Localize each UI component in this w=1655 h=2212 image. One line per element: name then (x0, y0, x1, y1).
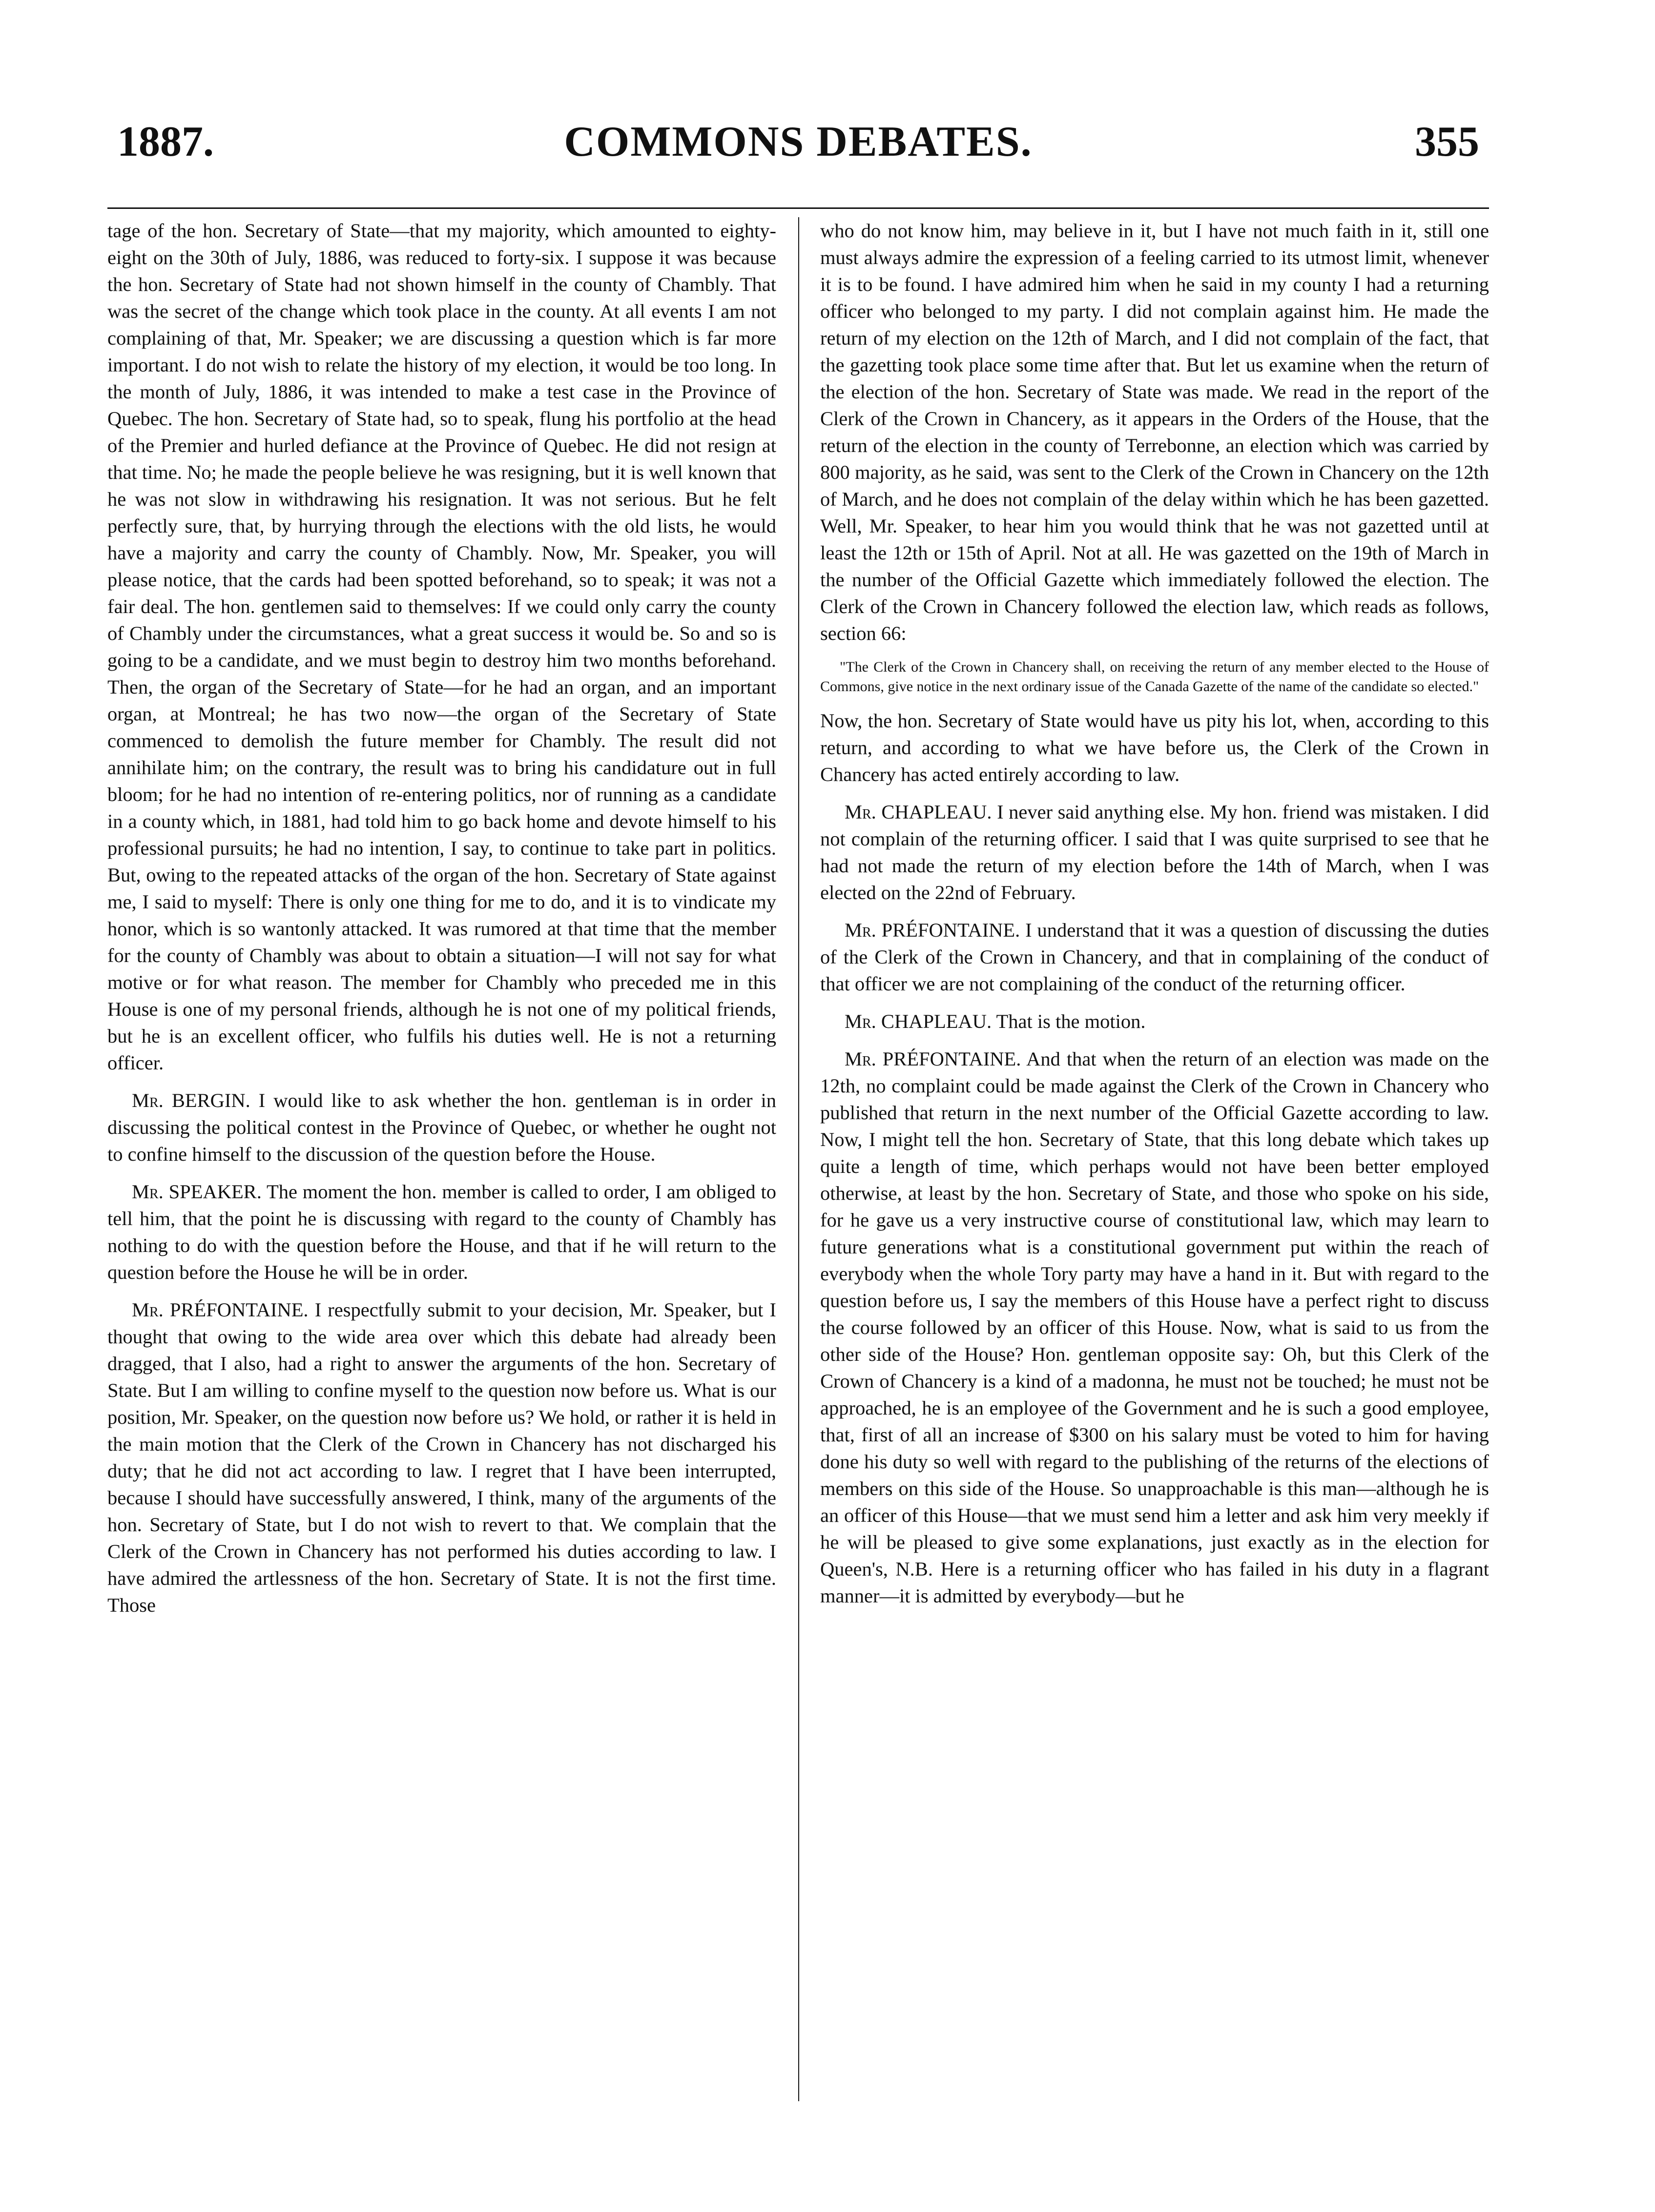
paragraph (107, 1087, 776, 1167)
paragraph (107, 1178, 776, 1286)
paragraph-text: And that when the return of an election was made on the 12th, no complaint could be made against the Clerk of the Crown in Chancery who published that return in the next number of the Official Gazette according to law. Now, I might tell the hon. Secretary of State, that this long debate which takes up quite a length of time, which perhaps would not have been better employed otherwise, at least by the hon. Secretary of State, and those who spoke on his side, for he gave us a very instructive course of constitutional law, which may learn to future generations what is a constitutional government put within the reach of everybody when the whole Tory party may have a hand in it. But with regard to the question before us, I say the members of this House have a perfect right to discuss the course followed by an officer of this House. Now, what is said to us from the other side of the House? Hon. gentleman opposite say: Oh, but this Clerk of the Crown of Chancery is a kind of a madonna, he must not be touched; he must not be approached, he is an employee of the Government and he is such a good employee, that, first of all an increase of $300 on his salary must be voted to him for having done his duty so well with regard to the publishing of the returns of the elections of members on this side of the House. So unapproachable is this man—although he is an officer of this House—that we must send him a letter and ask him very meekly if he will be pleased to give some explanations, just exactly as in the election for Queen's, N.B. Here is a returning officer who has failed in his duty in a flagrant manner—it is admitted by everybody—but he (820, 1048, 1489, 1607)
paragraph-text: I would like to ask whether the hon. gentleman is in order in discussing the political contest in the Province of Quebec, or whether he ought not to confine himself to the discussion of the question before the House. (107, 1089, 776, 1165)
page (107, 107, 1489, 2099)
right-column (820, 217, 1489, 2101)
column-divider (798, 217, 799, 2101)
paragraph (820, 799, 1489, 906)
header-title: COMMONS DEBATES. (564, 118, 1033, 165)
header-year: 1887. (117, 118, 214, 165)
paragraph-text: who do not know him, may believe in it, but I have not much faith in it, still one must always admire the expression of a feeling carried to its utmost limit, whenever it is to be found. I have admired him when he said in my county I had a returning officer who belonged to my party. I did not complain against him. He made the return of my election on the 12th of March, and I did not complain of the fact, that the gazetting took place some time after that. But let us examine when the return of the election of the hon. Secretary of State was made. We read in the report of the Clerk of the Crown in Chancery, as it appears in the Orders of the House, that the return of the election in the county of Terrebonne, an election which was carried by 800 majority, as he said, was sent to the Clerk of the Crown in Chancery on the 12th of March, and he does not complain of the delay within which he has been gazetted. Well, Mr. Speaker, to hear him you would think that he was not gazetted until at least the 12th or 15th of April. Not at all. He was gazetted on the 19th of March in the number of the Official Gazette which immediately followed the election. The Clerk of the Crown in Chancery followed the election law, which reads as follows, section 66: (820, 220, 1489, 644)
paragraph (820, 707, 1489, 788)
paragraph (107, 217, 776, 1076)
speaker-name: Mr. PRÉFONTAINE. (132, 1299, 309, 1321)
block-quote (820, 657, 1489, 696)
speaker-name: Mr. PRÉFONTAINE. (845, 919, 1020, 941)
paragraph-text: tage of the hon. Secretary of State—that my majority, which amounted to eighty-eight on the 30th of July, 1886, was reduced to forty-six. I suppose it was because the hon. Secretary of State had not shown himself in the county of Chambly. That was the secret of the change which took place in the county. At all events I am not complaining of that, Mr. Speaker; we are discussing a question which is far more important. I do not wish to relate the history of my election, it would be too long. In the month of July, 1886, it was intended to make a test case in the Province of Quebec. The hon. Secretary of State had, so to speak, flung his portfolio at the head of the Premier and hurled defiance at the Province of Quebec. He did not resign at that time. No; he made the people believe he was resigning, but it is well known that he was not slow in withdrawing his resignation. It was not serious. But he felt perfectly sure, that, by hurrying through the elections with the old lists, he would have a majority and carry the county of Chambly. Now, Mr. Speaker, you will please notice, that the cards had been spotted beforehand, so to speak; it was not a fair deal. The hon. gentlemen said to themselves: If we could only carry the county of Chambly under the circumstances, what a great success it would be. So and so is going to be a candidate, and we must begin to destroy him two months beforehand. Then, the organ of the Secretary of State—for he had an organ, and an important organ, at Montreal; he has two now—the organ of the Secretary of State commenced to demolish the future member for Chambly. The result did not annihilate him; on the contrary, the result was to bring his candidature out in full bloom; for he had no intention of re-entering politics, nor of running as a candidate in a county which, in 1881, had told him to go back home and devote himself to his professional pursuits; he had no intention, I say, to continue to take part in politics. But, owing to the repeated attacks of the organ of the hon. Secretary of State against me, I said to myself: There is only one thing for me to do, and it is to vindicate my honor, which is so wantonly attacked. It was rumored at that time that the member for the county of Chambly was about to obtain a situation—I will not say for what motive or for what reason. The member for Chambly who preceded me in this House is one of my personal friends, although he is not one of my political friends, but he is an excellent officer, who fulfils his duties well. He is not a returning officer. (107, 220, 776, 1074)
paragraph (820, 917, 1489, 997)
header-page-number: 355 (1415, 118, 1479, 165)
paragraph-text: That is the motion. (996, 1010, 1146, 1032)
paragraph-text: The moment the hon. member is called to order, I am obliged to tell him, that the point he is discussing with regard to the county of Chambly has nothing to do with the question before the House, and that if he will return to the question before the House he will be in order. (107, 1181, 776, 1283)
paragraph (107, 1296, 776, 1618)
speaker-name: Mr. SPEAKER. (132, 1181, 262, 1203)
paragraph (820, 217, 1489, 647)
paragraph (820, 1045, 1489, 1609)
quote-text: "The Clerk of the Crown in Chancery shall, on receiving the return of any member elected to the House of Commons, give notice in the next ordinary issue of the Canada Gazette of the name of the candidate so elected." (820, 659, 1489, 695)
left-column (107, 217, 776, 2101)
speaker-name: Mr. PRÉFONTAINE. (845, 1048, 1021, 1070)
header-rule (107, 207, 1489, 209)
page-header (107, 107, 1489, 181)
speaker-name: Mr. CHAPLEAU. (845, 1010, 992, 1032)
paragraph-text: I respectfully submit to your decision, Mr. Speaker, but I thought that owing to the wide area over which this debate had already been dragged, that I also, had a right to answer the arguments of the hon. Secretary of State. But I am willing to confine myself to the question now before us. What is our position, Mr. Speaker, on the question now before us? We hold, or rather it is held in the main motion that the Clerk of the Crown in Chancery has not discharged his duty; that he did not act according to law. I regret that I have been interrupted, because I should have successfully answered, I think, many of the arguments of the hon. Secretary of State, but I do not wish to revert to that. We complain that the Clerk of the Crown in Chancery has not performed his duties according to law. I have admired the artlessness of the hon. Secretary of State. It is not the first time. Those (107, 1299, 776, 1616)
paragraph (820, 1008, 1489, 1035)
paragraph-text: I never said anything else. My hon. friend was mistaken. I did not complain of the returning officer. I said that I was quite surprised to see that he had not made the return of my election before the 14th of March, when I was elected on the 22nd of February. (820, 801, 1489, 903)
speaker-name: Mr. BERGIN. (132, 1089, 250, 1111)
paragraph-text: I understand that it was a question of discussing the duties of the Clerk of the Crown in Chancery, and that in complaining of the conduct of that officer we are not complaining of the conduct of the returning officer. (820, 919, 1489, 995)
speaker-name: Mr. CHAPLEAU. (845, 801, 992, 823)
paragraph-text: Now, the hon. Secretary of State would have us pity his lot, when, according to this return, and according to what we have before us, the Clerk of the Crown in Chancery has acted entirely according to law. (820, 710, 1489, 785)
